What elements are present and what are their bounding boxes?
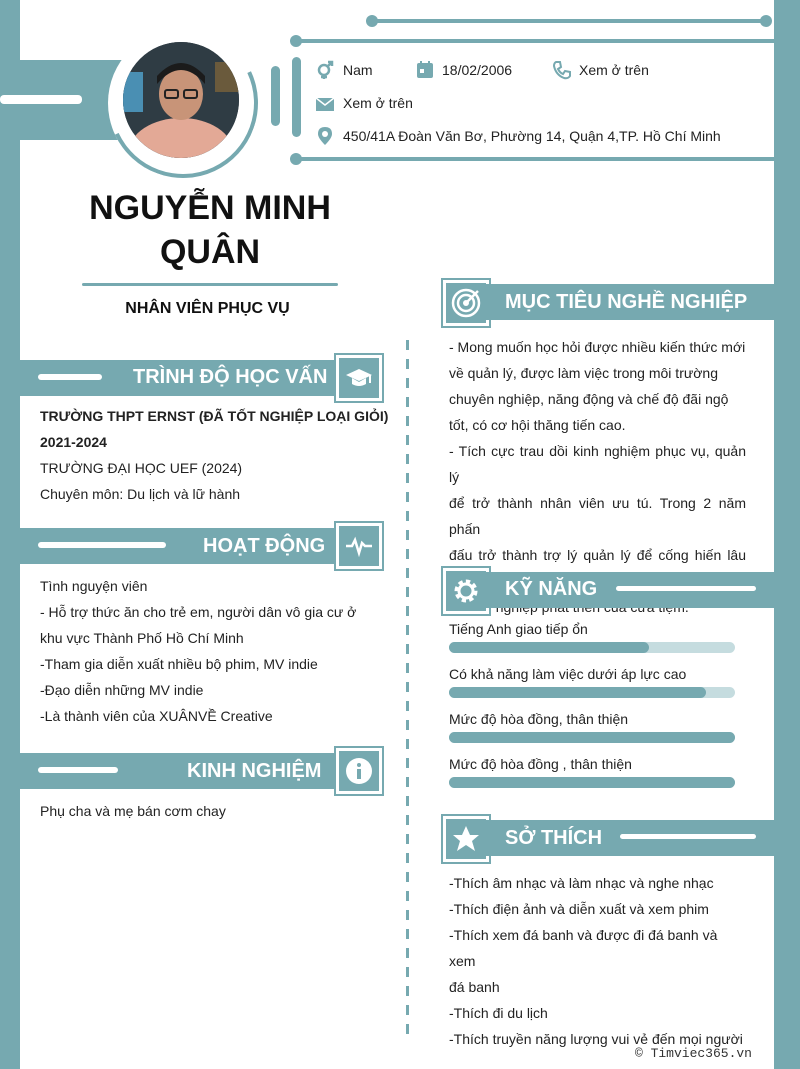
- major: Chuyên môn: Du lịch và lữ hành: [40, 486, 241, 502]
- activity-line: -Đạo diễn những MV indie: [40, 682, 204, 698]
- hobby-line: -Thích truyền năng lượng vui vẻ đến mọi người: [449, 1031, 743, 1047]
- education-content: [40, 403, 388, 507]
- skill-label: Tiếng Anh giao tiếp ổn: [449, 621, 588, 637]
- school-name: TRƯỜNG THPT ERNST (ĐÃ TỐT NGHIỆP LOẠI GIỎI): [40, 408, 389, 424]
- divider-dash: [406, 397, 409, 407]
- skills-icon-box: [443, 568, 489, 614]
- divider-dash: [406, 682, 409, 692]
- info-icon: [344, 756, 374, 786]
- decor-line: [292, 57, 301, 137]
- decor-line: [616, 586, 756, 591]
- decor-line: [38, 542, 166, 548]
- university: TRƯỜNG ĐẠI HỌC UEF (2024): [40, 460, 243, 476]
- decor-block: [0, 505, 20, 525]
- objective-line: chuyên nghiệp, năng động và chế độ đãi ngộ: [449, 391, 729, 407]
- gear-icon: [451, 576, 481, 606]
- divider-dash: [406, 758, 409, 768]
- name-line-1: NGUYỄN MINH: [89, 189, 331, 227]
- divider-dash: [406, 1024, 409, 1034]
- activity-line: -Tham gia diễn xuất nhiều bộ phim, MV indie: [40, 656, 318, 672]
- pulse-icon: [344, 531, 374, 561]
- objective-title: MỤC TIÊU NGHỀ NGHIỆP: [505, 291, 748, 313]
- experience-line: Phụ cha và mẹ bán cơm chay: [40, 803, 226, 819]
- skill-label: Mức độ hòa đồng, thân thiện: [449, 711, 629, 727]
- school-years: 2021-2024: [40, 434, 107, 450]
- job-title: NHÂN VIÊN PHỤC VỤ: [125, 300, 290, 317]
- divider-dash: [406, 986, 409, 996]
- full-name: [60, 186, 360, 274]
- graduation-cap-icon: [344, 363, 374, 393]
- hobby-line: -Thích điện ảnh và diễn xuất và xem phim: [449, 901, 709, 917]
- objective-line: - Tích cực trau dồi kinh nghiệm phục vụ, quản lý: [449, 443, 746, 485]
- watermark: © Timviec365.vn: [634, 1046, 752, 1061]
- objective-line: để trở thành nhân viên ưu tú. Trong 2 năm phấn: [449, 495, 746, 537]
- experience-icon-box: [336, 748, 382, 794]
- activity-line: -Là thành viên của XUÂNVỀ Creative: [40, 708, 273, 724]
- divider-dash: [406, 359, 409, 369]
- skill-bar: [449, 732, 735, 743]
- name-underline: [82, 283, 338, 286]
- divider-dash: [406, 739, 409, 749]
- gender-icon: [315, 60, 335, 80]
- divider-dash: [406, 891, 409, 901]
- objective-line: - Mong muốn học hỏi được nhiều kiến thức mới: [449, 339, 746, 355]
- divider-dash: [406, 872, 409, 882]
- divider-dash: [406, 967, 409, 977]
- email-icon: [315, 94, 335, 114]
- hobby-line: -Thích âm nhạc và làm nhạc và nghe nhạc: [449, 875, 714, 891]
- divider-dash: [406, 796, 409, 806]
- decor-line: [271, 66, 280, 126]
- hobby-line: -Thích đi du lịch: [449, 1005, 548, 1021]
- phone-icon: [552, 60, 572, 80]
- decor-line: [296, 157, 776, 161]
- skill-bar-fill: [449, 732, 735, 743]
- divider-dash: [406, 587, 409, 597]
- activities-icon-box: [336, 523, 382, 569]
- divider-dash: [406, 416, 409, 426]
- objective-line: tốt, có cơ hội thăng tiến cao.: [449, 417, 626, 433]
- activities-content: [40, 573, 356, 729]
- skill-bar-fill: [449, 777, 735, 788]
- decor-line: [0, 95, 82, 104]
- decor-dot: [760, 15, 772, 27]
- divider-dash: [406, 929, 409, 939]
- divider-dash: [406, 644, 409, 654]
- skill-label: Có khả năng làm việc dưới áp lực cao: [449, 666, 687, 682]
- objective-icon-box: [443, 280, 489, 326]
- divider-dash: [406, 701, 409, 711]
- hobbies-title: SỞ THÍCH: [505, 827, 603, 849]
- decor-line: [38, 767, 118, 773]
- objective-line: đấu trở thành trợ lý quản lý để cống hiến lâu: [449, 547, 746, 563]
- address-text: 450/41A Đoàn Văn Bơ, Phường 14, Quận 4,TP. Hồ Chí Minh: [343, 128, 721, 144]
- education-title: TRÌNH ĐỘ HỌC VẤN: [133, 366, 328, 388]
- birthday-text: 18/02/2006: [442, 62, 513, 78]
- divider-dash: [406, 435, 409, 445]
- hobbies-icon-box: [443, 816, 489, 862]
- hobby-line: -Thích xem đá banh và được đi đá banh và xem: [449, 927, 718, 969]
- activity-line: - Hỗ trợ thức ăn cho trẻ em, người dân vô gia cư ở: [40, 604, 357, 620]
- skill-bar: [449, 642, 735, 653]
- decor-line: [372, 19, 764, 23]
- target-icon: [450, 287, 482, 319]
- divider-dash: [406, 910, 409, 920]
- divider-dash: [406, 473, 409, 483]
- skill-bar: [449, 687, 735, 698]
- gender-text: Nam: [343, 62, 373, 78]
- divider-dash: [406, 815, 409, 825]
- skills-title: KỸ NĂNG: [505, 578, 598, 600]
- skill-bar-fill: [449, 687, 706, 698]
- activity-line: khu vực Thành Phố Hồ Chí Minh: [40, 630, 244, 646]
- divider-dash: [406, 378, 409, 388]
- activity-line: Tình nguyện viên: [40, 578, 148, 594]
- divider-dash: [406, 492, 409, 502]
- divider-dash: [406, 606, 409, 616]
- decor-line: [38, 374, 102, 380]
- activities-title: HOẠT ĐỘNG: [203, 535, 326, 557]
- phone-text: Xem ở trên: [579, 62, 649, 78]
- divider-dash: [406, 834, 409, 844]
- decor-line: [620, 834, 756, 839]
- hobbies-content: [449, 870, 746, 1052]
- name-line-2: QUÂN: [159, 233, 261, 271]
- divider-dash: [406, 454, 409, 464]
- divider-dash: [406, 777, 409, 787]
- skill-bar-fill: [449, 642, 649, 653]
- divider-dash: [406, 625, 409, 635]
- divider-dash: [406, 720, 409, 730]
- experience-title: KINH NGHIỆM: [187, 760, 322, 782]
- divider-dash: [406, 853, 409, 863]
- education-icon-box: [336, 355, 382, 401]
- divider-dash: [406, 1005, 409, 1015]
- skill-label: Mức độ hòa đồng , thân thiện: [449, 756, 632, 772]
- divider-dash: [406, 530, 409, 540]
- experience-content: [40, 798, 226, 824]
- divider-dash: [406, 511, 409, 521]
- avatar: [123, 42, 239, 158]
- divider-dash: [406, 340, 409, 350]
- decor-line: [296, 39, 776, 43]
- calendar-icon: [415, 60, 435, 80]
- star-icon: [451, 824, 481, 854]
- divider-dash: [406, 568, 409, 578]
- location-icon: [315, 126, 335, 146]
- objective-line: về quản lý, được làm việc trong môi trường: [449, 365, 718, 381]
- divider-dash: [406, 549, 409, 559]
- divider-dash: [406, 948, 409, 958]
- email-text: Xem ở trên: [343, 95, 413, 111]
- hobby-line: đá banh: [449, 979, 500, 995]
- skill-bar: [449, 777, 735, 788]
- divider-dash: [406, 663, 409, 673]
